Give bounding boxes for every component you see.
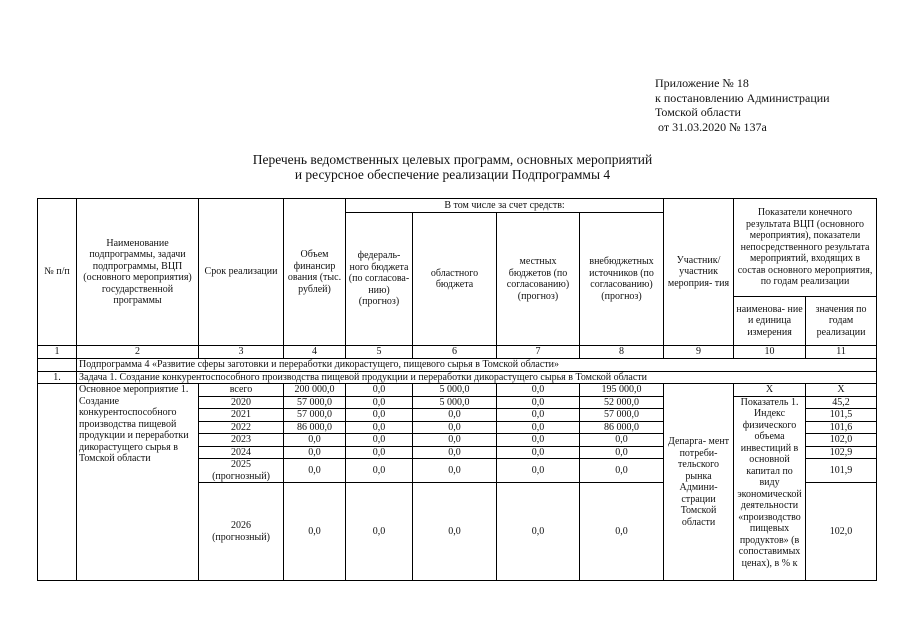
title-line: Перечень ведомственных целевых программ, основных мероприятий [252, 152, 653, 167]
row-federal: 0,0 [346, 446, 413, 459]
appendix-line: от 31.03.2020 № 137а [658, 119, 767, 134]
row-volume: 57 000,0 [284, 409, 346, 422]
row-extra: 52 000,0 [580, 396, 664, 409]
subprogram-row [38, 359, 877, 372]
row-regional: 0,0 [413, 421, 497, 434]
row-extra: 86 000,0 [580, 421, 664, 434]
row-regional: 5 000,0 [413, 396, 497, 409]
row-regional: 0,0 [413, 446, 497, 459]
row-volume: 0,0 [284, 434, 346, 447]
column-number: 10 [734, 346, 806, 359]
row-extra: 0,0 [580, 446, 664, 459]
task-row [38, 371, 877, 384]
row-volume: 0,0 [284, 459, 346, 483]
header-indicator-values: значения по годам реализации [806, 297, 877, 346]
header-sources: В том числе за счет средств: [346, 199, 664, 213]
column-number: 9 [664, 346, 734, 359]
column-number: 5 [346, 346, 413, 359]
row-volume: 0,0 [284, 446, 346, 459]
row-indicator-value: 102,9 [806, 446, 877, 459]
header-indicator-name: наименова- ние и единица измерения [734, 297, 806, 346]
row-term: 2024 [199, 446, 284, 459]
row-regional: 0,0 [413, 409, 497, 422]
program-table [37, 198, 877, 581]
row-term: 2026 (прогнозный) [199, 483, 284, 581]
task-num: 1. [38, 371, 77, 384]
column-number: 2 [77, 346, 199, 359]
header-participant: Участник/ участник мероприя- тия [664, 199, 734, 346]
row-federal: 0,0 [346, 409, 413, 422]
appendix-line: Приложение № 18 [655, 76, 749, 90]
row-term: 2021 [199, 409, 284, 422]
row-regional: 0,0 [413, 459, 497, 483]
row-term: 2022 [199, 421, 284, 434]
column-number: 3 [199, 346, 284, 359]
header-num: № п/п [38, 199, 77, 346]
row-indicator-value: 102,0 [806, 483, 877, 581]
header-local: местных бюджетов (по согласованию) (прогноз) [497, 213, 580, 346]
row-term: 2025 (прогнозный) [199, 459, 284, 483]
header-indicators: Показатели конечного результата ВЦП (основного мероприятия), показатели непосредственного результата мероприятий, входящих в состав основного мероприятия, по годам реализации [734, 199, 877, 297]
row-federal: 0,0 [346, 434, 413, 447]
document-title [0, 152, 905, 182]
appendix-block [655, 76, 830, 134]
row-local: 0,0 [497, 483, 580, 581]
row-extra: 0,0 [580, 434, 664, 447]
row-extra: 195 000,0 [580, 384, 664, 397]
header-regional: областного бюджета [413, 213, 497, 346]
participant-cell: Депарга- мент потреби- тельского рынка Админи- страции Томской области [664, 384, 734, 581]
row-indicator-value: 101,5 [806, 409, 877, 422]
row-local: 0,0 [497, 384, 580, 397]
header-extra: внебюджетных источников (по согласованию) (прогноз) [580, 213, 664, 346]
row-volume: 86 000,0 [284, 421, 346, 434]
column-number: 11 [806, 346, 877, 359]
row-term: 2020 [199, 396, 284, 409]
row-regional: 0,0 [413, 434, 497, 447]
row-indicator-value: 101,9 [806, 459, 877, 483]
row-federal: 0,0 [346, 483, 413, 581]
header-volume: Объем финансир ования (тыс. рублей) [284, 199, 346, 346]
row-federal: 0,0 [346, 421, 413, 434]
activity-name: Основное мероприятие 1. Создание конкурентоспособного производства пищевой продукции и переработки дикорастущего сырья в Томской области [77, 384, 199, 581]
header-name: Наименование подпрограммы, задачи подпрограммы, ВЦП (основного мероприятия) государственной программы [77, 199, 199, 346]
row-extra: 0,0 [580, 483, 664, 581]
row-indicator-value: 45,2 [806, 396, 877, 409]
column-numbers-row [38, 346, 877, 359]
row-local: 0,0 [497, 421, 580, 434]
appendix-line: Томской области [655, 105, 741, 120]
column-number: 8 [580, 346, 664, 359]
indicator-name-x: X [734, 384, 806, 397]
row-extra: 0,0 [580, 459, 664, 483]
row-volume: 0,0 [284, 483, 346, 581]
row-indicator-value: 102,0 [806, 434, 877, 447]
row-indicator-value: X [806, 384, 877, 397]
row-indicator-value: 101,6 [806, 421, 877, 434]
indicator-name: Показатель 1. Индекс физического объема инвестиций в основной капитал по виду экономической деятельности «производство пищевых продуктов» (в сопоставимых ценах), в % к [734, 396, 806, 581]
row-term: всего [199, 384, 284, 397]
table-row [38, 384, 877, 397]
row-local: 0,0 [497, 434, 580, 447]
row-federal: 0,0 [346, 459, 413, 483]
row-regional: 5 000,0 [413, 384, 497, 397]
title-line: и ресурсное обеспечение реализации Подпрограммы 4 [294, 167, 611, 182]
appendix-line: к постановлению Администрации [655, 90, 830, 105]
row-local: 0,0 [497, 459, 580, 483]
column-number: 6 [413, 346, 497, 359]
row-federal: 0,0 [346, 384, 413, 397]
column-number: 7 [497, 346, 580, 359]
row-regional: 0,0 [413, 483, 497, 581]
column-number: 1 [38, 346, 77, 359]
subprogram-title: Подпрограмма 4 «Развитие сферы заготовки и переработки дикорастущего, пищевого сырья в Томской области» [77, 359, 877, 372]
row-term: 2023 [199, 434, 284, 447]
header-federal: федераль- ного бюджета (по согласова- нию) (прогноз) [346, 213, 413, 346]
row-volume: 57 000,0 [284, 396, 346, 409]
row-volume: 200 000,0 [284, 384, 346, 397]
row-extra: 57 000,0 [580, 409, 664, 422]
row-local: 0,0 [497, 396, 580, 409]
row-local: 0,0 [497, 409, 580, 422]
task-title: Задача 1. Создание конкурентоспособного производства пищевой продукции и переработки дикорастущего сырья в Томской области [77, 371, 877, 384]
row-local: 0,0 [497, 446, 580, 459]
row-federal: 0,0 [346, 396, 413, 409]
header-term: Срок реализации [199, 199, 284, 346]
column-number: 4 [284, 346, 346, 359]
